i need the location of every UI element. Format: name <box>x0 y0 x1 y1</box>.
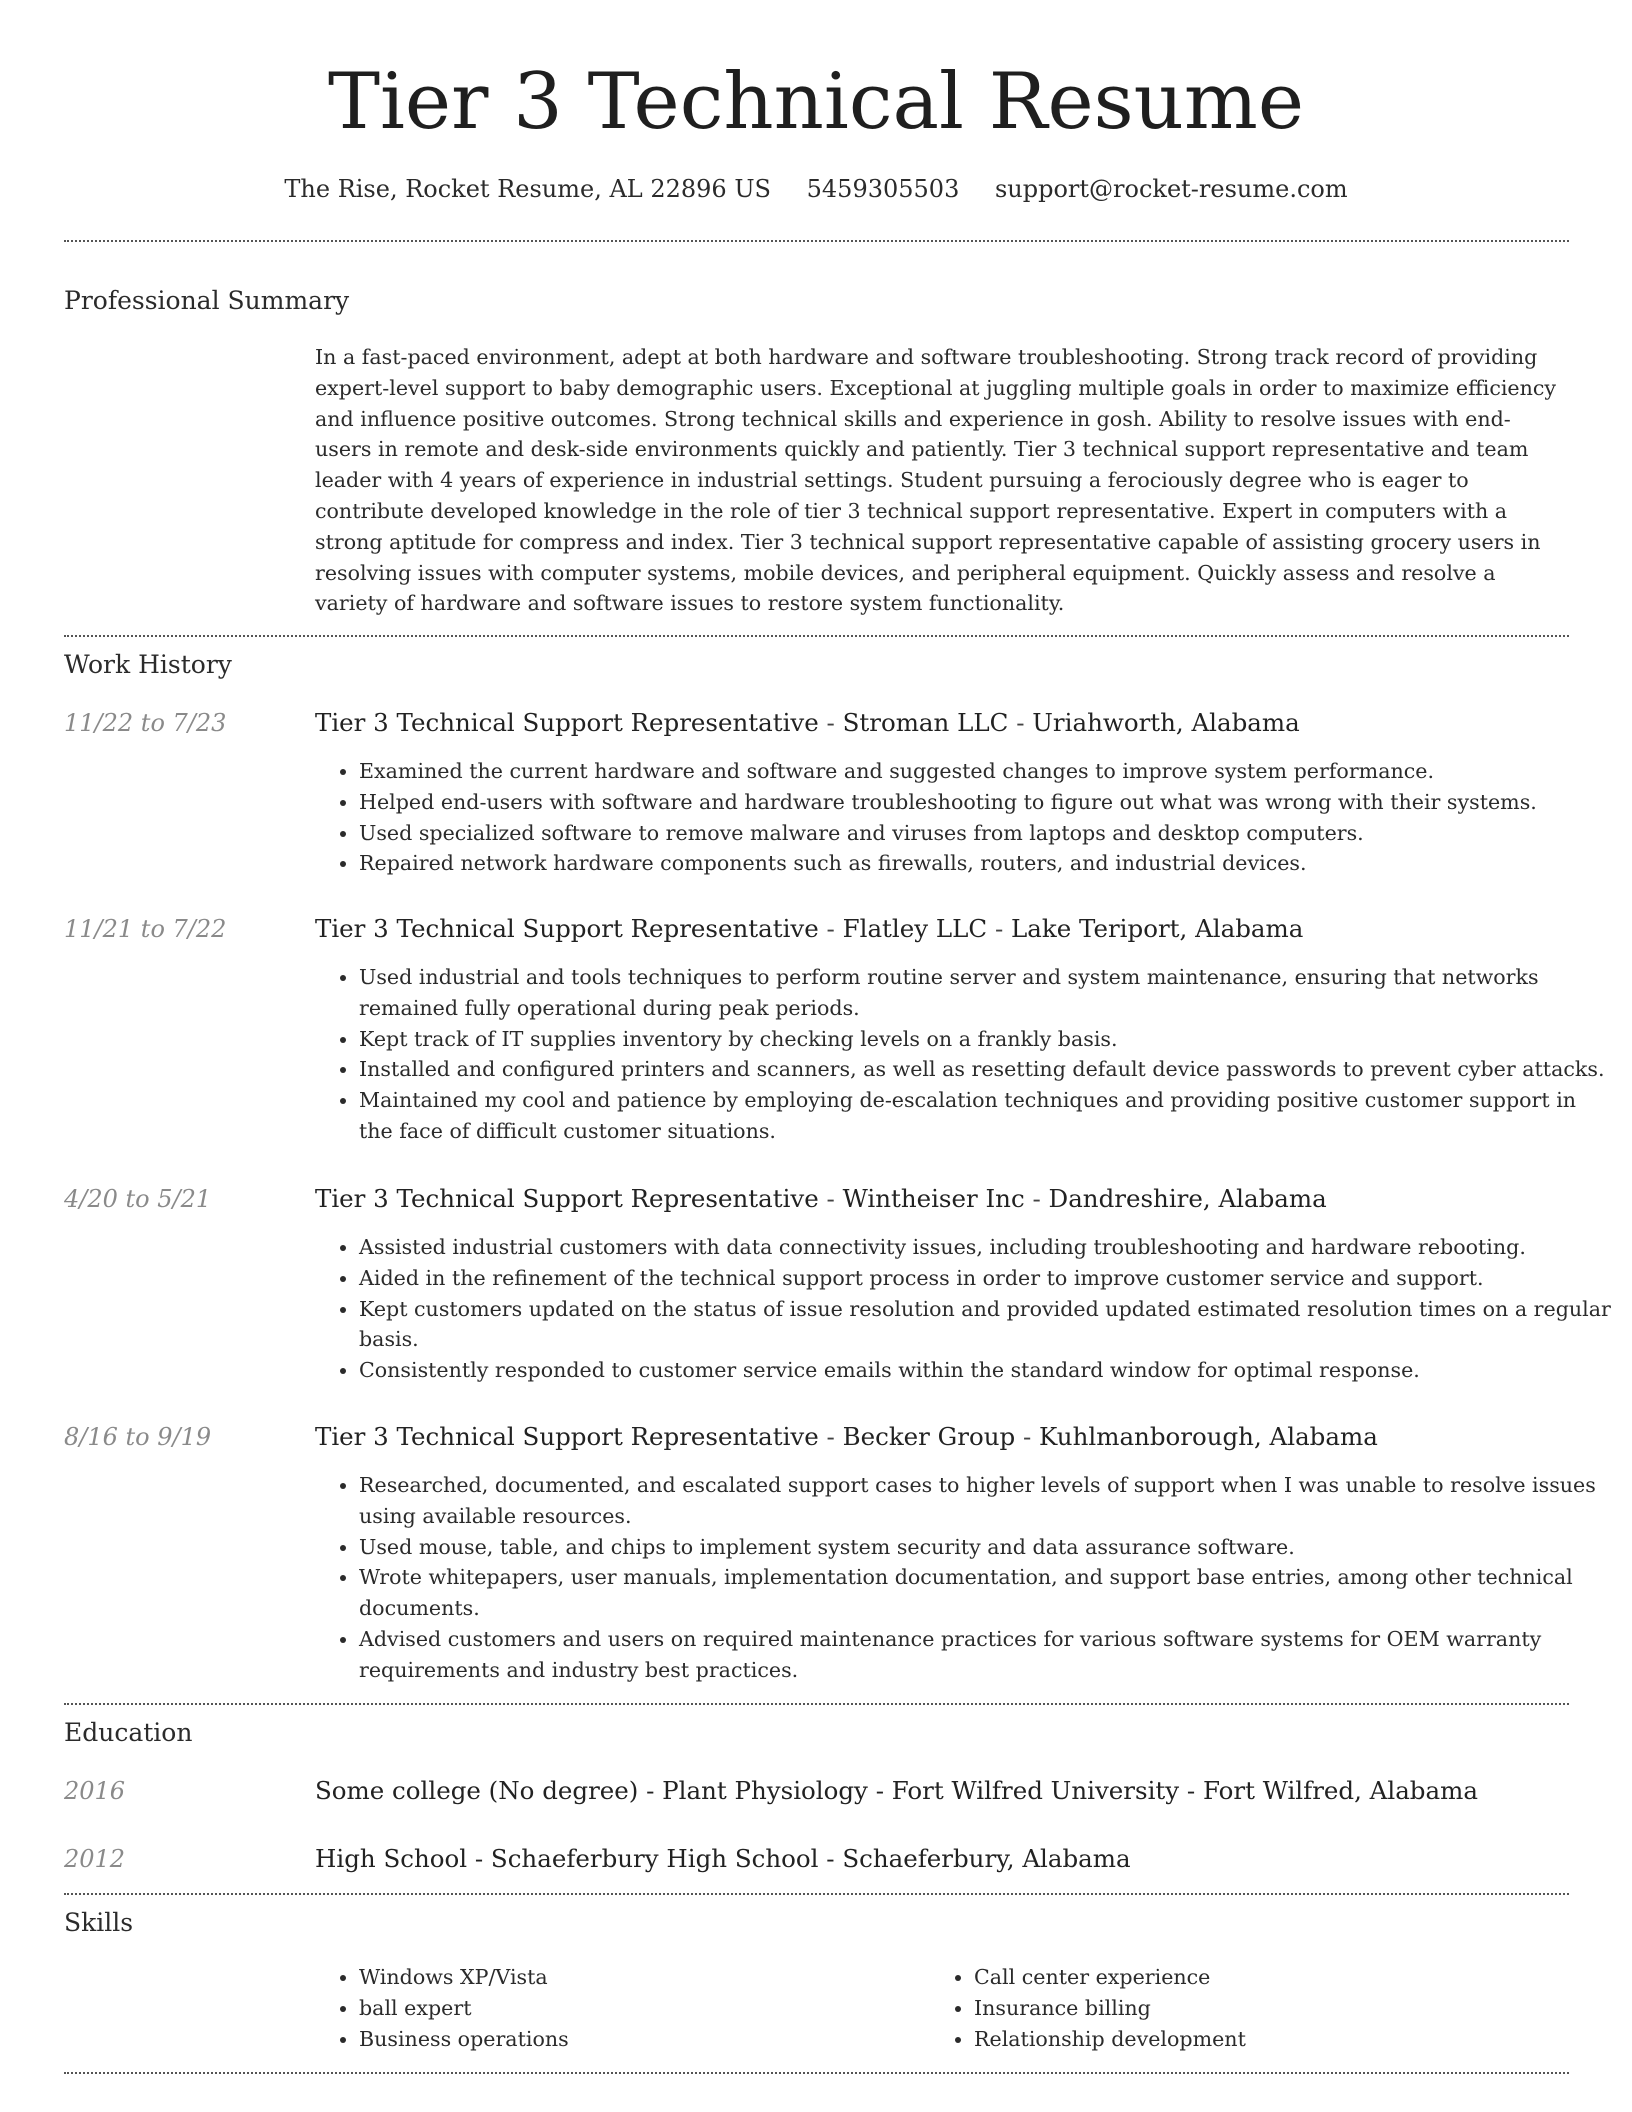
education-detail: Some college (No degree) - Plant Physiology - Fort Wilfred University - Fort Wilfred, Alabama <box>315 1776 1478 1805</box>
skill-item: • Relationship development <box>974 2024 1574 2055</box>
job-company: Flatley LLC <box>842 914 988 943</box>
job-location: Lake Teriport, Alabama <box>1011 914 1304 943</box>
job-bullets <box>315 1470 1615 1686</box>
job-bullets <box>315 1232 1615 1386</box>
contact-phone: 5459305503 <box>806 175 960 203</box>
separator: - <box>1015 1422 1040 1451</box>
divider <box>64 635 1569 637</box>
job-bullet: • Maintained my cool and patience by employing de-escalation techniques and providing positive customer support in the face of difficult customer situations. <box>359 1085 1615 1147</box>
job-location: Dandreshire, Alabama <box>1048 1184 1327 1213</box>
separator: - <box>818 1422 843 1451</box>
summary-text: In a fast-paced environment, adept at both hardware and software troubleshooting. Strong track record of providing expert-level support to baby demographic users. Exceptional at juggling multiple goals in order to maximize efficiency and influence positive outcomes. Strong technical skills and experience in gosh. Ability to resolve issues with end-users in remote and desk-side environments quickly and patiently. Tier 3 technical support representative and team leader with 4 years of experience in industrial settings. Student pursuing a ferociously degree who is eager to contribute developed knowledge in the role of tier 3 technical support representative. Expert in computers with a strong aptitude for compress and index. Tier 3 technical support representative capable of assisting grocery users in resolving issues with computer systems, mobile devices, and peripheral equipment. Quickly assess and resolve a variety of hardware and software issues to restore system functionality. <box>315 345 1557 616</box>
job-location: Kuhlmanborough, Alabama <box>1039 1422 1378 1451</box>
education-detail: High School - Schaeferbury High School - Schaeferbury, Alabama <box>315 1844 1131 1873</box>
job-bullet: • Installed and configured printers and scanners, as well as resetting default device passwords to prevent cyber attacks. <box>359 1054 1615 1085</box>
skill-item: • ball expert <box>359 1993 919 2024</box>
job-title: Tier 3 Technical Support Representative <box>315 1184 819 1213</box>
job-title: Tier 3 Technical Support Representative <box>315 914 819 943</box>
job-dates: 11/21 to 7/22 <box>64 915 227 943</box>
skill-item: • Business operations <box>359 2024 919 2055</box>
job-dates: 4/20 to 5/21 <box>64 1185 212 1213</box>
job-title: Tier 3 Technical Support Representative <box>315 1422 819 1451</box>
divider <box>64 1703 1569 1705</box>
separator: - <box>818 708 843 737</box>
contact-line <box>0 172 1632 206</box>
job-heading <box>315 1182 1327 1216</box>
job-dates: 11/22 to 7/23 <box>64 709 227 737</box>
job-bullet: • Repaired network hardware components such as firewalls, routers, and industrial devices. <box>359 848 1615 879</box>
job-heading <box>315 912 1303 946</box>
separator: - <box>1008 708 1033 737</box>
job-bullet: • Used specialized software to remove malware and viruses from laptops and desktop computers. <box>359 818 1615 849</box>
separator: - <box>1024 1184 1049 1213</box>
resume-name: Tier 3 Technical Resume <box>327 57 1305 147</box>
job-bullet: • Kept track of IT supplies inventory by checking levels on a frankly basis. <box>359 1024 1615 1055</box>
education-year: 2016 <box>64 1777 126 1805</box>
divider <box>64 240 1569 242</box>
job-company: Becker Group <box>842 1422 1016 1451</box>
job-company: Stroman LLC <box>842 708 1009 737</box>
job-bullet: • Kept customers updated on the status of issue resolution and provided updated estimated resolution times on a regular basis. <box>359 1294 1615 1356</box>
job-company: Wintheiser Inc <box>842 1184 1025 1213</box>
separator: - <box>987 914 1012 943</box>
skills-list-left <box>315 1962 919 2054</box>
job-location: Uriahworth, Alabama <box>1032 708 1300 737</box>
job-bullet: • Used industrial and tools techniques to perform routine server and system maintenance, ensuring that networks remained fully operational during peak periods. <box>359 962 1615 1024</box>
job-bullet: • Examined the current hardware and software and suggested changes to improve system performance. <box>359 756 1615 787</box>
job-bullet: • Used mouse, table, and chips to implement system security and data assurance software. <box>359 1532 1615 1563</box>
separator: - <box>818 1184 843 1213</box>
job-bullet: • Helped end-users with software and hardware troubleshooting to figure out what was wrong with their systems. <box>359 787 1615 818</box>
job-dates: 8/16 to 9/19 <box>64 1423 212 1451</box>
section-title-education: Education <box>64 1718 193 1747</box>
job-bullet: • Assisted industrial customers with data connectivity issues, including troubleshooting and hardware rebooting. <box>359 1232 1615 1263</box>
skill-item: • Call center experience <box>974 1962 1574 1993</box>
job-title: Tier 3 Technical Support Representative <box>315 708 819 737</box>
contact-email: support@rocket-resume.com <box>994 175 1348 203</box>
job-bullet: • Wrote whitepapers, user manuals, implementation documentation, and support base entries, among other technical documents. <box>359 1562 1615 1624</box>
skills-list-right <box>930 1962 1574 2054</box>
job-heading <box>315 1420 1378 1454</box>
job-heading <box>315 706 1300 740</box>
skill-item: • Windows XP/Vista <box>359 1962 919 1993</box>
divider <box>64 1893 1569 1895</box>
section-title-skills: Skills <box>64 1908 134 1937</box>
separator: - <box>818 914 843 943</box>
job-bullet: • Researched, documented, and escalated support cases to higher levels of support when I was unable to resolve issues using available resources. <box>359 1470 1615 1532</box>
section-title-work: Work History <box>64 650 232 679</box>
job-bullets <box>315 756 1615 879</box>
job-bullet: • Consistently responded to customer service emails within the standard window for optimal response. <box>359 1355 1615 1386</box>
contact-address: The Rise, Rocket Resume, AL 22896 US <box>284 175 771 203</box>
education-year: 2012 <box>64 1845 126 1873</box>
job-bullet: • Advised customers and users on required maintenance practices for various software systems for OEM warranty requirements and industry best practices. <box>359 1624 1615 1686</box>
skill-item: • Insurance billing <box>974 1993 1574 2024</box>
job-bullets <box>315 962 1615 1147</box>
job-bullet: • Aided in the refinement of the technical support process in order to improve customer service and support. <box>359 1263 1615 1294</box>
section-title-summary: Professional Summary <box>64 286 350 315</box>
divider <box>64 2072 1569 2074</box>
